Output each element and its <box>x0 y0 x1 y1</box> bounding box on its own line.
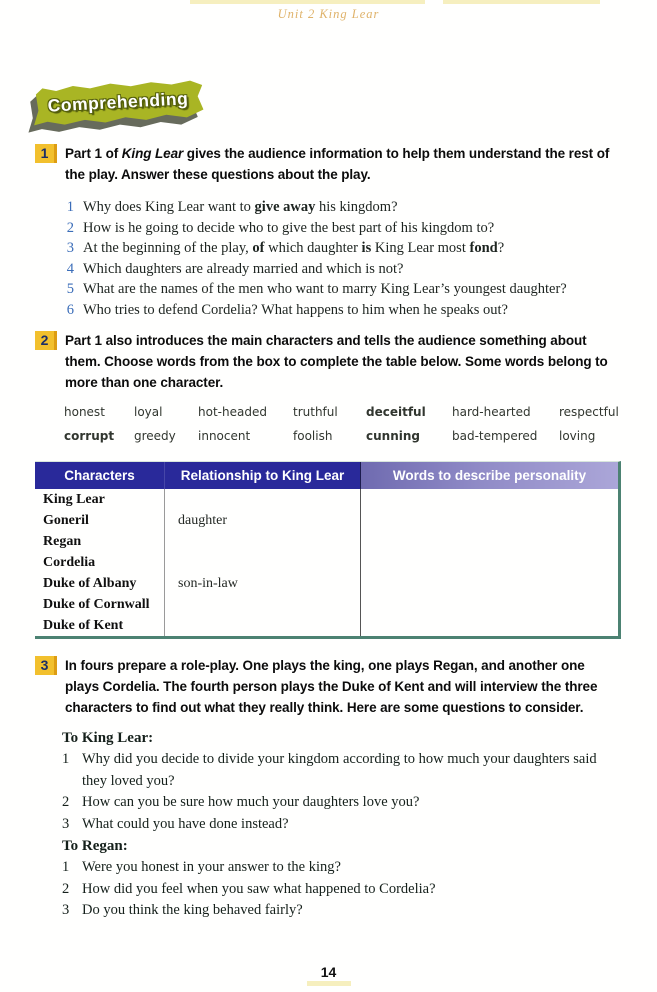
activity-2 <box>35 330 621 393</box>
relationship-cell <box>165 489 361 510</box>
interview-group-title: To Regan: <box>62 838 128 854</box>
question-text: At the beginning of the play, of which daughter is King Lear most fond? <box>83 240 505 256</box>
character-name-cell: Cordelia <box>35 552 165 573</box>
interview-question <box>62 879 621 901</box>
question-number: 1 <box>62 751 70 767</box>
table-body <box>35 489 618 636</box>
unit-header: Unit 2 King Lear <box>277 7 380 21</box>
relationship-cell <box>165 552 361 573</box>
top-decor-bar-right <box>443 0 600 4</box>
activity-2-badge: 2 <box>35 331 57 350</box>
question-number: 3 <box>62 815 70 832</box>
personality-cell <box>361 615 618 636</box>
question-number: 5 <box>66 281 74 297</box>
question-text: Which daughters are already married and which is not? <box>83 260 404 277</box>
relationship-cell: daughter <box>165 510 361 531</box>
question-number: 3 <box>62 902 70 918</box>
activity-1-intro: Part 1 of King Lear gives the audience information to help them understand the rest of the play. Answer these questions about the play. <box>65 146 610 182</box>
question-text: How can you be sure how much your daughters love you? <box>82 794 420 810</box>
personality-cell <box>361 531 618 552</box>
interview-question <box>62 792 621 814</box>
word-box-row: honest loyal hot-headed truthful deceitful hard-hearted respectful <box>64 405 619 419</box>
page-number-underline <box>307 981 351 986</box>
question-number: 4 <box>66 260 74 277</box>
interview-question <box>62 900 621 922</box>
question-number: 3 <box>66 240 74 256</box>
table-header-characters: Characters <box>35 462 165 489</box>
interview-questions <box>62 727 621 922</box>
question-item <box>62 259 621 280</box>
characters-table <box>35 461 621 639</box>
character-name-cell: Duke of Kent <box>35 615 165 636</box>
interview-question <box>62 749 621 792</box>
relationship-cell <box>165 615 361 636</box>
question-number: 2 <box>62 880 70 897</box>
question-text: What could you have done instead? <box>82 815 289 832</box>
comprehending-banner <box>32 78 204 128</box>
word-box <box>64 403 621 446</box>
interview-question <box>62 857 621 879</box>
page-content <box>35 143 621 922</box>
personality-cell <box>361 594 618 615</box>
question-text: Do you think the king behaved fairly? <box>82 902 303 918</box>
question-number: 2 <box>62 794 70 810</box>
activity-1-questions <box>62 197 621 320</box>
activity-1-badge: 1 <box>35 144 57 163</box>
table-header-personality: Words to describe personality <box>361 462 618 489</box>
character-name-cell: King Lear <box>35 489 165 510</box>
word-box-row: corrupt greedy innocent foolish cunning bad-tempered loving <box>64 429 596 443</box>
question-text: What are the names of the men who want to marry King Lear’s youngest daughter? <box>83 281 567 297</box>
personality-cell <box>361 573 618 594</box>
question-text: How did you feel when you saw what happened to Cordelia? <box>82 880 436 897</box>
interview-question <box>62 814 621 836</box>
question-number: 2 <box>66 219 74 236</box>
interview-group-title: To King Lear: <box>62 730 154 746</box>
personality-cell <box>361 552 618 573</box>
question-item <box>62 300 621 321</box>
top-decor-bar-left <box>190 0 425 4</box>
activity-3-intro: In fours prepare a role-play. One plays the king, one plays Regan, and another one plays Cordelia. The fourth person plays the Duke of Kent and will interview the three characters to find out what they really think. Here are some questions to consider. <box>65 658 598 715</box>
table-header-row <box>35 462 618 489</box>
banner-label: Comprehending <box>47 88 189 116</box>
question-item <box>62 279 621 300</box>
table-header-relationship: Relationship to King Lear <box>165 462 361 489</box>
question-text: Who tries to defend Cordelia? What happens to him when he speaks out? <box>83 301 508 318</box>
character-name-cell: Goneril <box>35 510 165 531</box>
activity-2-intro: Part 1 also introduces the main characters and tells the audience something about them. Choose words from the box to complete the table below. Some words belong to more than one character. <box>65 333 608 390</box>
relationship-cell <box>165 594 361 615</box>
question-text: Why does King Lear want to give away his kingdom? <box>83 199 398 215</box>
activity-3 <box>35 655 621 718</box>
page-number: 14 <box>320 964 337 980</box>
question-item <box>62 238 621 259</box>
question-item <box>62 197 621 218</box>
relationship-cell: son-in-law <box>165 573 361 594</box>
page-footer <box>0 964 657 986</box>
question-text: Were you honest in your answer to the king? <box>82 859 341 875</box>
question-text: How is he going to decide who to give the best part of his kingdom to? <box>83 219 495 236</box>
activity-1 <box>35 143 621 185</box>
character-name-cell: Regan <box>35 531 165 552</box>
question-number: 1 <box>62 859 70 875</box>
activity-3-badge: 3 <box>35 656 57 675</box>
question-item <box>62 218 621 239</box>
character-name-cell: Duke of Cornwall <box>35 594 165 615</box>
question-number: 6 <box>66 301 74 318</box>
personality-cell <box>361 510 618 531</box>
personality-cell <box>361 489 618 510</box>
relationship-cell <box>165 531 361 552</box>
question-text: Why did you decide to divide your kingdom according to how much your daughters said they loved you? <box>82 751 597 789</box>
question-number: 1 <box>66 199 74 215</box>
character-name-cell: Duke of Albany <box>35 573 165 594</box>
